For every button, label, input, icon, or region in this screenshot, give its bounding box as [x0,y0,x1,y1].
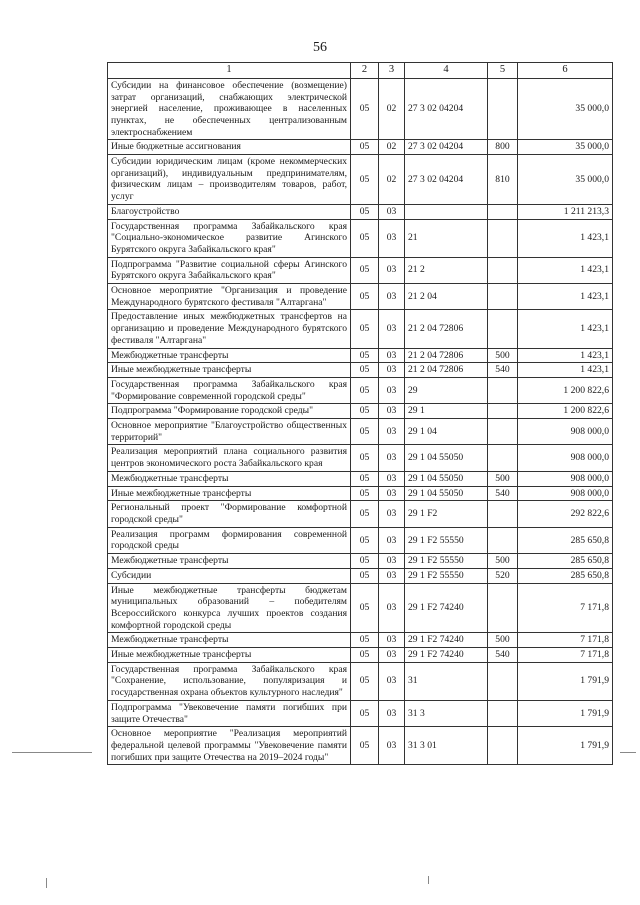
row-subsection: 03 [379,568,405,583]
table-row [108,204,613,219]
row-section: 05 [351,554,379,569]
row-target-article: 29 [405,377,488,403]
row-name: Иные межбюджетные трансферты бюджетам муниципальных образований – победителям Всероссийского конкурса лучших проектов создания комфортной городской среды [108,583,351,633]
table-row [108,404,613,419]
row-subsection: 03 [379,648,405,663]
row-name: Государственная программа Забайкальского края "Социально-экономическое развитие Агинского Бурятского округа Забайкальского края" [108,219,351,257]
row-amount: 1 791,9 [518,662,613,700]
budget-allocation-table [107,62,613,765]
table-row [108,419,613,445]
row-amount: 1 791,9 [518,700,613,726]
row-subsection: 03 [379,310,405,348]
row-name: Межбюджетные трансферты [108,471,351,486]
row-subsection: 03 [379,471,405,486]
row-subsection: 02 [379,140,405,155]
row-amount: 35 000,0 [518,155,613,205]
row-subsection: 03 [379,554,405,569]
row-expense-type: 500 [488,633,518,648]
row-section: 05 [351,471,379,486]
row-section: 05 [351,527,379,553]
row-subsection: 03 [379,583,405,633]
table-row [108,78,613,140]
row-name: Основное мероприятие "Реализация мероприятий федеральной целевой программы "Увековечение памяти погибших при защите Отечества на 2019–2024 годы" [108,727,351,765]
row-target-article: 21 [405,219,488,257]
row-expense-type [488,284,518,310]
row-expense-type: 500 [488,471,518,486]
row-name: Иные бюджетные ассигнования [108,140,351,155]
scan-artifact-line [620,752,636,753]
row-section: 05 [351,377,379,403]
row-section: 05 [351,419,379,445]
row-target-article: 29 1 F2 [405,501,488,527]
row-name: Межбюджетные трансферты [108,554,351,569]
row-expense-type [488,445,518,471]
row-section: 05 [351,633,379,648]
row-name: Основное мероприятие "Организация и проведение Международного бурятского фестиваля "Алтаргана" [108,284,351,310]
row-target-article: 29 1 F2 55550 [405,568,488,583]
table-row [108,486,613,501]
row-name: Государственная программа Забайкальского края "Сохранение, использование, популяризация и государственная охрана объектов культурного наследия" [108,662,351,700]
row-target-article: 29 1 04 55050 [405,471,488,486]
scan-artifact-dot [46,878,47,888]
row-section: 05 [351,348,379,363]
row-subsection: 03 [379,348,405,363]
row-target-article: 21 2 04 72806 [405,310,488,348]
row-expense-type [488,377,518,403]
table-row [108,554,613,569]
row-name: Субсидии на финансовое обеспечение (возмещение) затрат организаций, снабжающих электрической энергией население, проживающее в населенных пунктах, не обеспеченных централизованным электроснабжением [108,78,351,140]
row-target-article: 29 1 [405,404,488,419]
row-amount: 7 171,8 [518,633,613,648]
row-amount: 1 423,1 [518,257,613,283]
row-name: Подпрограмма "Увековечение памяти погибших при защите Отечества" [108,700,351,726]
table-row [108,648,613,663]
row-section: 05 [351,404,379,419]
row-amount: 908 000,0 [518,486,613,501]
row-subsection: 03 [379,204,405,219]
row-amount: 1 200 822,6 [518,404,613,419]
table-row [108,662,613,700]
row-name: Государственная программа Забайкальского края "Формирование современной городской среды" [108,377,351,403]
row-subsection: 03 [379,501,405,527]
row-section: 05 [351,204,379,219]
page-number: 56 [313,40,327,55]
row-name: Благоустройство [108,204,351,219]
row-amount: 1 211 213,3 [518,204,613,219]
row-amount: 1 423,1 [518,310,613,348]
row-target-article: 29 1 04 55050 [405,445,488,471]
row-section: 05 [351,155,379,205]
row-target-article: 29 1 04 55050 [405,486,488,501]
table-row [108,219,613,257]
table-row [108,140,613,155]
row-expense-type: 500 [488,348,518,363]
row-target-article [405,204,488,219]
row-section: 05 [351,284,379,310]
row-section: 05 [351,501,379,527]
row-target-article: 27 3 02 04204 [405,140,488,155]
row-amount: 1 423,1 [518,284,613,310]
table-row [108,445,613,471]
row-subsection: 03 [379,404,405,419]
row-name: Иные межбюджетные трансферты [108,363,351,378]
table-row [108,568,613,583]
header-col-2: 2 [351,63,379,79]
row-amount: 285 650,8 [518,568,613,583]
row-name: Иные межбюджетные трансферты [108,648,351,663]
row-name: Субсидии юридическим лицам (кроме некоммерческих организаций), индивидуальным предпринимателям, физическим лицам – производителям товаров, работ, услуг [108,155,351,205]
table-row [108,155,613,205]
row-expense-type [488,404,518,419]
row-expense-type: 520 [488,568,518,583]
row-subsection: 03 [379,445,405,471]
row-expense-type [488,419,518,445]
row-expense-type: 540 [488,363,518,378]
row-expense-type: 540 [488,486,518,501]
row-amount: 908 000,0 [518,419,613,445]
header-col-5: 5 [488,63,518,79]
row-subsection: 03 [379,284,405,310]
row-amount: 1 791,9 [518,727,613,765]
row-name: Межбюджетные трансферты [108,633,351,648]
row-expense-type [488,78,518,140]
row-amount: 908 000,0 [518,471,613,486]
table-row [108,633,613,648]
row-name: Региональный проект "Формирование комфортной городской среды" [108,501,351,527]
row-expense-type [488,662,518,700]
row-amount: 285 650,8 [518,554,613,569]
row-target-article: 27 3 02 04204 [405,155,488,205]
row-target-article: 31 3 01 [405,727,488,765]
row-section: 05 [351,445,379,471]
row-amount: 7 171,8 [518,648,613,663]
row-target-article: 31 3 [405,700,488,726]
row-subsection: 03 [379,727,405,765]
row-section: 05 [351,219,379,257]
row-expense-type [488,700,518,726]
row-expense-type [488,257,518,283]
row-amount: 292 822,6 [518,501,613,527]
table-row [108,727,613,765]
row-expense-type: 800 [488,140,518,155]
row-section: 05 [351,140,379,155]
row-name: Подпрограмма "Развитие социальной сферы Агинского Бурятского округа Забайкальского края" [108,257,351,283]
row-name: Иные межбюджетные трансферты [108,486,351,501]
row-amount: 35 000,0 [518,140,613,155]
row-name: Предоставление иных межбюджетных трансфертов на организацию и проведение Международного бурятского фестиваля "Алтаргана" [108,310,351,348]
row-expense-type [488,204,518,219]
row-name: Реализация мероприятий плана социального развития центров экономического роста Забайкальского края [108,445,351,471]
row-target-article: 29 1 F2 74240 [405,633,488,648]
row-name: Подпрограмма "Формирование городской среды" [108,404,351,419]
table-row [108,471,613,486]
row-subsection: 02 [379,155,405,205]
row-target-article: 29 1 04 [405,419,488,445]
table-row [108,583,613,633]
row-amount: 35 000,0 [518,78,613,140]
row-expense-type: 540 [488,648,518,663]
table-row [108,700,613,726]
header-col-3: 3 [379,63,405,79]
row-expense-type [488,727,518,765]
row-target-article: 29 1 F2 55550 [405,527,488,553]
row-subsection: 03 [379,419,405,445]
scan-artifact-dot [428,876,429,884]
row-expense-type [488,310,518,348]
row-name: Реализация программ формирования современной городской среды [108,527,351,553]
row-name: Основное мероприятие "Благоустройство общественных территорий" [108,419,351,445]
row-subsection: 03 [379,662,405,700]
row-section: 05 [351,648,379,663]
row-subsection: 03 [379,700,405,726]
header-col-6: 6 [518,63,613,79]
row-subsection: 03 [379,257,405,283]
row-section: 05 [351,583,379,633]
row-subsection: 03 [379,527,405,553]
row-section: 05 [351,727,379,765]
row-amount: 1 423,1 [518,348,613,363]
table-row [108,257,613,283]
row-section: 05 [351,662,379,700]
row-target-article: 21 2 04 72806 [405,348,488,363]
row-subsection: 03 [379,486,405,501]
row-section: 05 [351,310,379,348]
table-row [108,348,613,363]
row-amount: 7 171,8 [518,583,613,633]
row-expense-type: 500 [488,554,518,569]
row-amount: 1 423,1 [518,363,613,378]
row-name: Межбюджетные трансферты [108,348,351,363]
row-section: 05 [351,568,379,583]
row-expense-type [488,527,518,553]
row-subsection: 03 [379,633,405,648]
table-row [108,363,613,378]
row-subsection: 03 [379,377,405,403]
table-row [108,377,613,403]
row-target-article: 29 1 F2 74240 [405,648,488,663]
row-subsection: 02 [379,78,405,140]
table-row [108,501,613,527]
row-target-article: 21 2 04 72806 [405,363,488,378]
header-col-1: 1 [108,63,351,79]
table-row [108,284,613,310]
row-subsection: 03 [379,219,405,257]
row-target-article: 29 1 F2 74240 [405,583,488,633]
row-expense-type [488,219,518,257]
row-name: Субсидии [108,568,351,583]
row-section: 05 [351,700,379,726]
row-amount: 285 650,8 [518,527,613,553]
row-expense-type [488,501,518,527]
row-amount: 1 423,1 [518,219,613,257]
row-target-article: 29 1 F2 55550 [405,554,488,569]
row-expense-type [488,583,518,633]
row-amount: 1 200 822,6 [518,377,613,403]
row-target-article: 27 3 02 04204 [405,78,488,140]
row-section: 05 [351,78,379,140]
row-target-article: 21 2 04 [405,284,488,310]
header-col-4: 4 [405,63,488,79]
scan-artifact-line [12,752,92,753]
row-section: 05 [351,363,379,378]
row-section: 05 [351,486,379,501]
table-header-row [108,63,613,79]
table-row [108,527,613,553]
table-row [108,310,613,348]
row-target-article: 21 2 [405,257,488,283]
row-subsection: 03 [379,363,405,378]
row-target-article: 31 [405,662,488,700]
row-section: 05 [351,257,379,283]
row-expense-type: 810 [488,155,518,205]
row-amount: 908 000,0 [518,445,613,471]
